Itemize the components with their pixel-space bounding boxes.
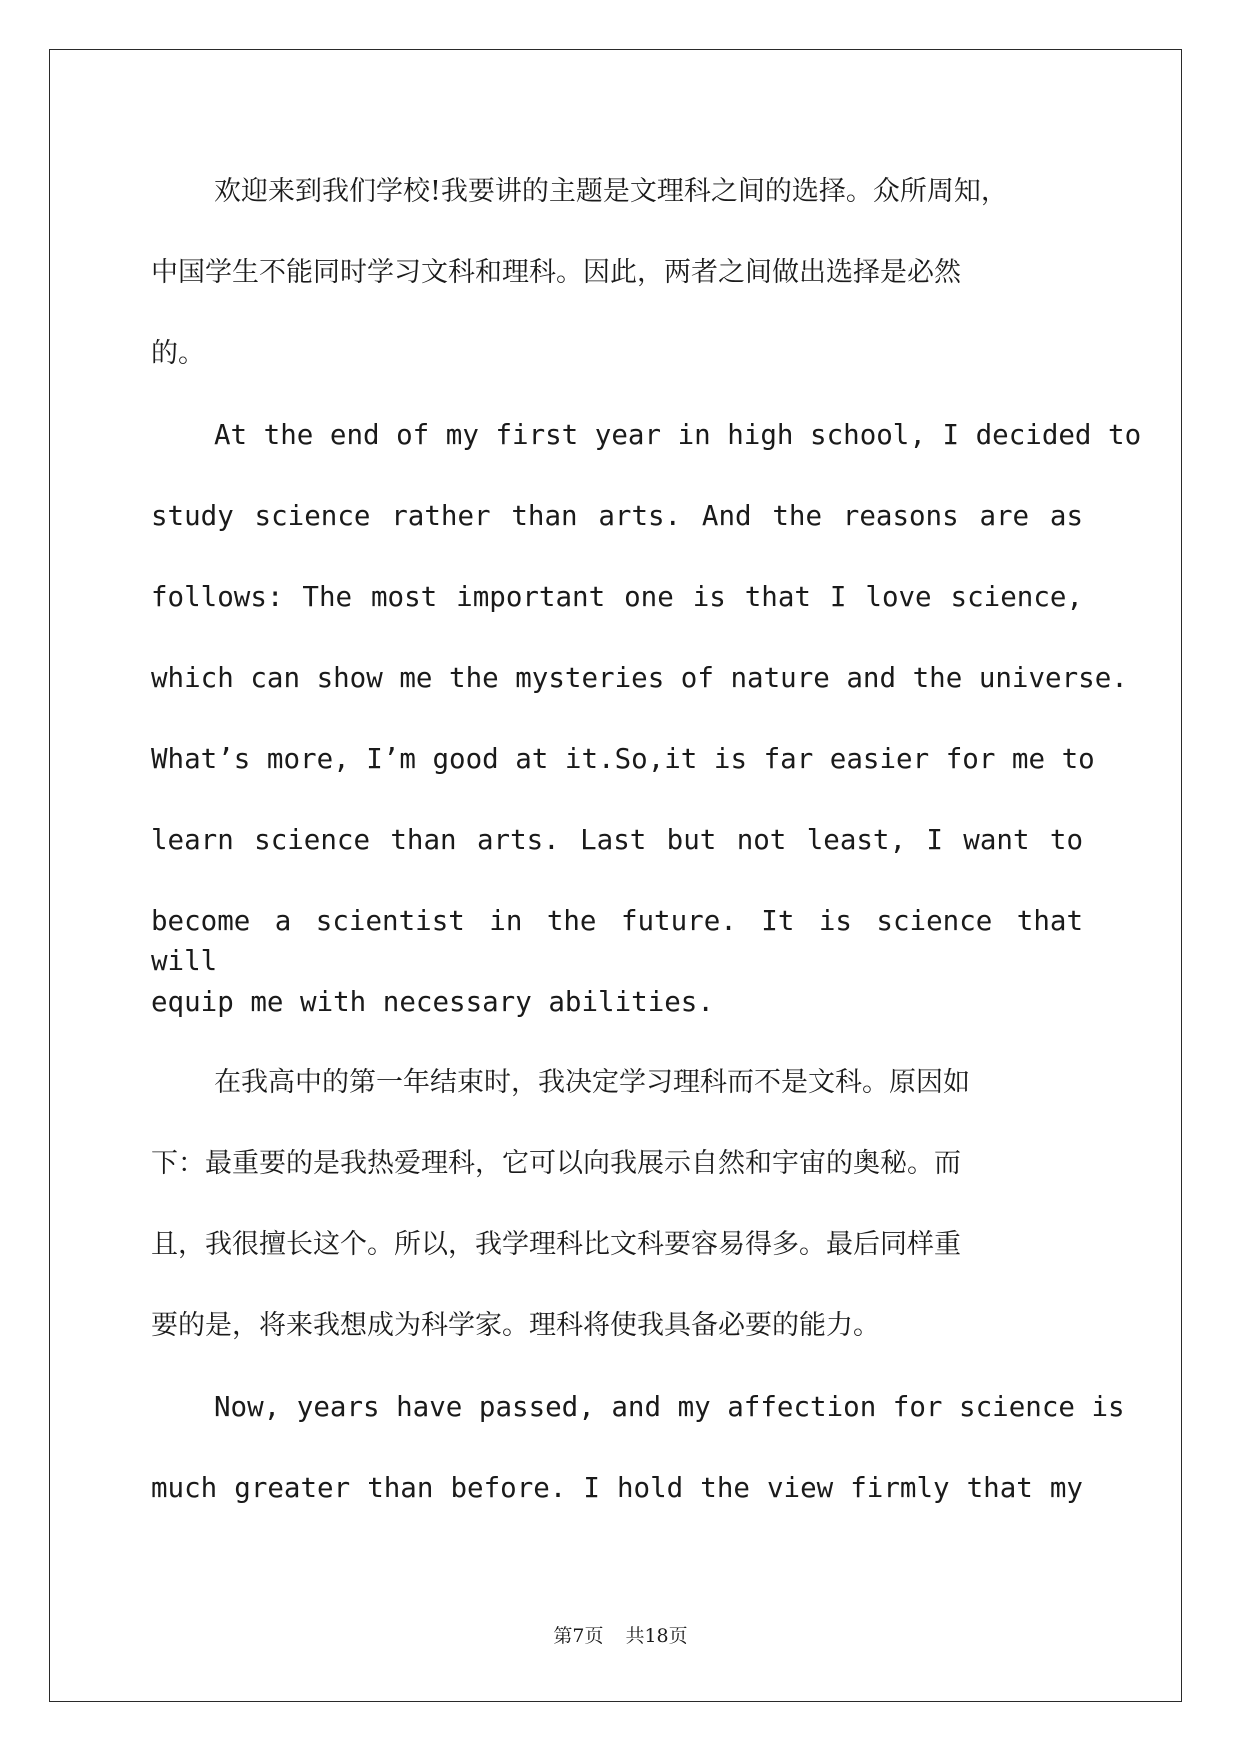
text-line: follows: The most important one is that I love science,: [151, 581, 1083, 613]
text-line: 要的是，将来我想成为科学家。理科将使我具备必要的能力。: [151, 1310, 880, 1341]
text-line: which can show me the mysteries of nature and the universe.: [151, 662, 1128, 694]
page-total: 共18页: [625, 1625, 688, 1647]
page-number: 第7页: [553, 1625, 604, 1647]
text-line: 中国学生不能同时学习文科和理科。因此，两者之间做出选择是必然: [151, 257, 961, 288]
text-line: much greater than before. I hold the view firmly that my: [151, 1472, 1083, 1504]
text-line: At the end of my first year in high school, I decided to: [214, 419, 1142, 451]
text-line: equip me with necessary abilities.: [151, 986, 714, 1018]
page-border: [49, 49, 1182, 1702]
text-line: 欢迎来到我们学校!我要讲的主题是文理科之间的选择。众所周知，: [214, 176, 1008, 207]
text-line: study science rather than arts. And the reasons are as: [151, 500, 1083, 532]
text-line: What’s more, I’m good at it.So,it is far easier for me to: [151, 743, 1095, 775]
text-line: learn science than arts. Last but not least, I want to: [151, 824, 1083, 856]
text-line: 且，我很擅长这个。所以，我学理科比文科要容易得多。最后同样重: [151, 1229, 961, 1260]
text-line: 下：最重要的是我热爱理科，它可以向我展示自然和宇宙的奥秘。而: [151, 1148, 961, 1179]
text-line: become a scientist in the future. It is science that will: [151, 905, 1083, 977]
text-line: 的。: [151, 338, 205, 369]
text-line: 在我高中的第一年结束时，我决定学习理科而不是文科。原因如: [214, 1067, 970, 1098]
page-footer: [0, 1621, 1241, 1648]
text-line: Now, years have passed, and my affection for science is: [214, 1391, 1125, 1423]
